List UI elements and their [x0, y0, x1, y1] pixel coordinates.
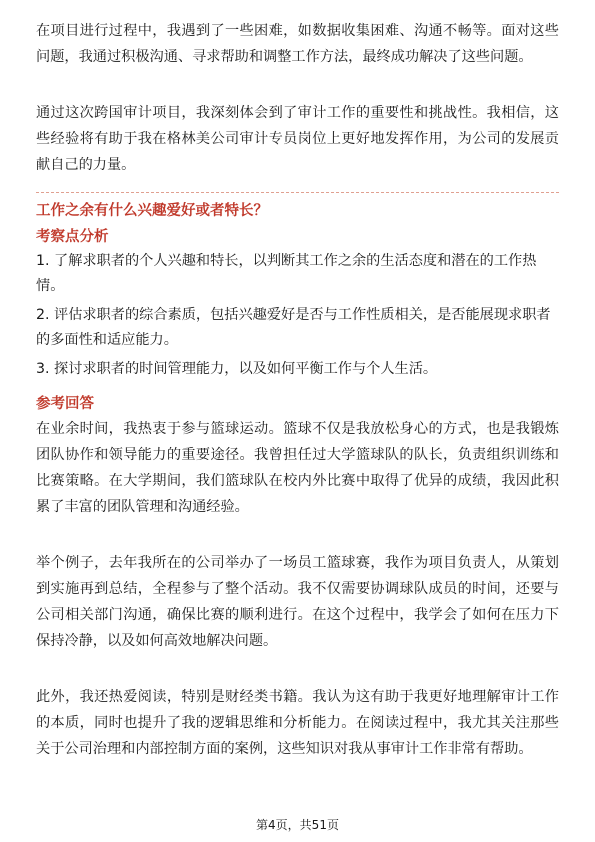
analysis-item-1: 1. 了解求职者的个人兴趣和特长，以判断其工作之余的生活态度和潜在的工作热情。: [36, 253, 537, 294]
page-number: 第4页，共51页: [256, 818, 339, 832]
answer-paragraph-2: 举个例子，去年我所在的公司举办了一场员工篮球赛，我作为项目负责人，从策划到实施再到总结，全程参与了整个活动。我不仅需要协调球队成员的时间，还要与公司相关部门沟通，确保比赛的顺利进行。在这个过程中，我学会了如何在压力下保持冷静，以及如何高效地解决问题。: [36, 555, 559, 649]
analysis-item-2: 2. 评估求职者的综合素质，包括兴趣爱好是否与工作性质相关，是否能展现求职者的多面性和适应能力。: [36, 307, 551, 348]
intro-paragraph-2: 通过这次跨国审计项目，我深刻体会到了审计工作的重要性和挑战性。我相信，这些经验将有助于我在格林美公司审计专员岗位上更好地发挥作用，为公司的发展贡献自己的力量。: [36, 105, 559, 173]
answer-paragraph-1: 在业余时间，我热衷于参与篮球运动。篮球不仅是我放松身心的方式，也是我锻炼团队协作和领导能力的重要途径。我曾担任过大学篮球队的队长，负责组织训练和比赛策略。在大学期间，我们篮球队在校内外比赛中取得了优异的成绩，我因此积累了丰富的团队管理和沟通经验。: [36, 421, 559, 515]
section-divider: [36, 192, 559, 193]
analysis-heading: 考察点分析: [36, 229, 109, 245]
document-page: [36, 18, 559, 762]
intro-paragraph-1: 在项目进行过程中，我遇到了一些困难，如数据收集困难、沟通不畅等。面对这些问题，我通过积极沟通、寻求帮助和调整工作方法，最终成功解决了这些问题。: [36, 23, 559, 65]
answer-paragraph-3: 此外，我还热爱阅读，特别是财经类书籍。我认为这有助于我更好地理解审计工作的本质，同时也提升了我的逻辑思维和分析能力。在阅读过程中，我尤其关注那些关于公司治理和内部控制方面的案例，这些知识对我从事审计工作非常有帮助。: [36, 689, 559, 757]
answer-heading: 参考回答: [36, 396, 94, 412]
interview-question: 工作之余有什么兴趣爱好或者特长？: [36, 203, 268, 219]
analysis-item-3: 3. 探讨求职者的时间管理能力，以及如何平衡工作与个人生活。: [36, 361, 438, 377]
